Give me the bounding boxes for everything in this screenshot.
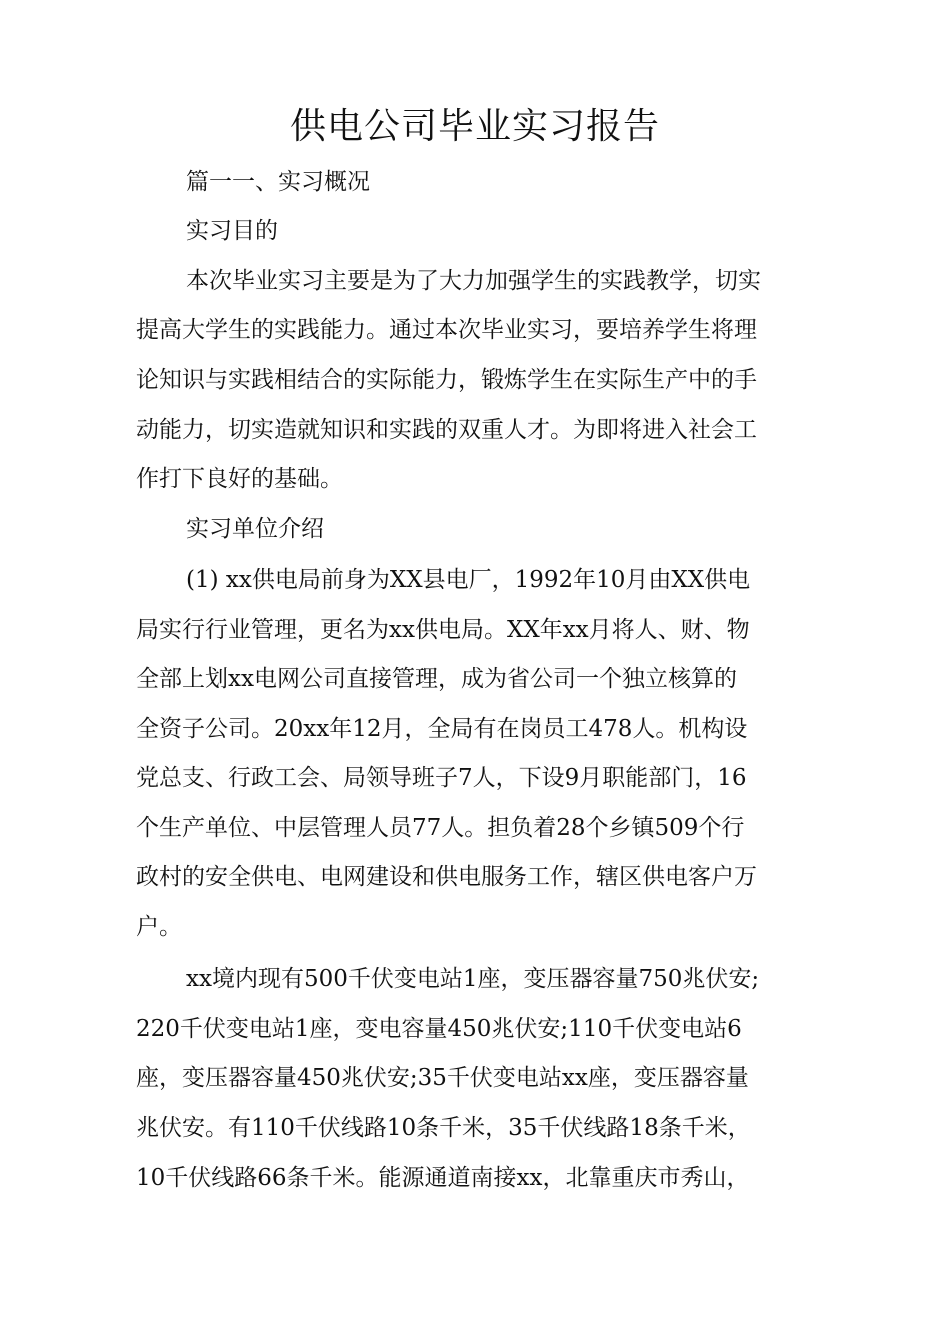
document-title: 供电公司毕业实习报告 [289,106,660,147]
paragraph-line: 提高大学生的实践能力。通过本次毕业实习，要培养学生将理 [136,317,757,343]
paragraph-line: 动能力，切实造就知识和实践的双重人才。为即将进入社会工 [136,417,757,443]
paragraph-line: 全资子公司。20xx年12月，全局有在岗员工478人。机构设 [136,716,748,742]
paragraph-line: 个生产单位、中层管理人员77人。担负着28个乡镇509个行 [136,815,745,841]
paragraph-line: 党总支、行政工会、局领导班子7人，下设9月职能部门，16 [136,765,747,791]
paragraph-line: 10千伏线路66条千米。能源通道南接xx，北靠重庆市秀山， [136,1165,750,1191]
unit-heading: 实习单位介绍 [186,516,324,542]
paragraph-line: 作打下良好的基础。 [136,466,343,492]
paragraph-line: 户。 [136,914,182,940]
paragraph-line: xx境内现有500千伏变电站1座，变压器容量750兆伏安; [186,966,760,992]
paragraph-line: 座，变压器容量450兆伏安;35千伏变电站xx座，变压器容量 [136,1065,749,1091]
section-heading: 篇一一、实习概况 [186,169,370,195]
paragraph-line: 政村的安全供电、电网建设和供电服务工作，辖区供电客户万 [136,864,757,890]
paragraph-line: 本次毕业实习主要是为了大力加强学生的实践教学，切实 [186,268,761,294]
paragraph-line: (1) xx供电局前身为XX县电厂，1992年10月由XX供电 [186,567,751,593]
paragraph-line: 兆伏安。有110千伏线路10条千米，35千伏线路18条千米， [136,1115,751,1141]
paragraph-line: 局实行行业管理，更名为xx供电局。XX年xx月将人、财、物 [136,617,750,643]
paragraph-line: 论知识与实践相结合的实际能力，锻炼学生在实际生产中的手 [136,367,757,393]
paragraph-line: 全部上划xx电网公司直接管理，成为省公司一个独立核算的 [136,666,737,692]
paragraph-line: 220千伏变电站1座，变电容量450兆伏安;110千伏变电站6 [136,1016,742,1042]
purpose-heading: 实习目的 [186,218,278,244]
